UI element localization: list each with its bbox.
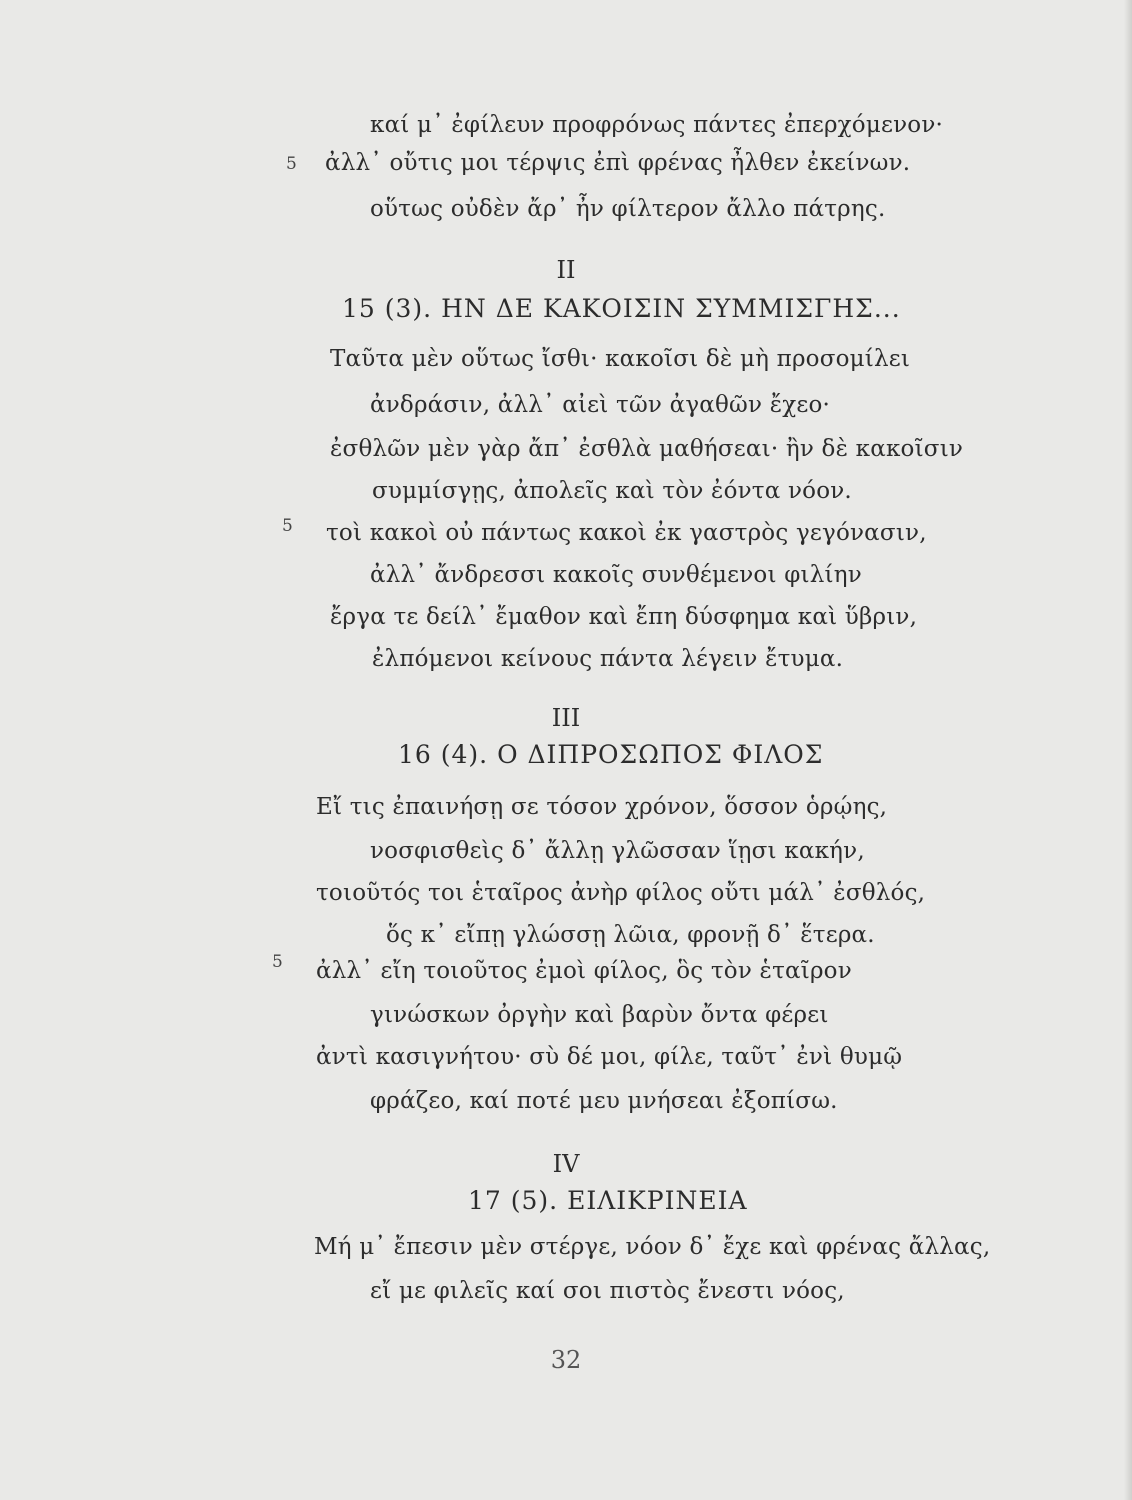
poem-line: ἀνδράσιν, ἀλλ᾽ αἰεὶ τῶν ἀγαθῶν ἔχεο·	[370, 392, 831, 418]
line-number: 5	[282, 516, 293, 536]
poem-line: καί μ᾽ ἐφίλευν προφρόνως πάντες ἐπερχόμενον·	[370, 112, 944, 138]
poem-line: ἀντὶ κασιγνήτου· σὺ δέ μοι, φίλε, ταῦτ᾽ ἐνὶ θυμῷ	[316, 1044, 903, 1070]
poem-line: γινώσκων ὀργὴν καὶ βαρὺν ὄντα φέρει	[370, 1002, 829, 1028]
poem-line: οὕτως οὐδὲν ἄρ᾽ ἦν φίλτερον ἄλλο πάτρης.	[370, 196, 886, 222]
poem-line: ἐσθλῶν μὲν γὰρ ἄπ᾽ ἐσθλὰ μαθήσεαι· ἢν δὲ κακοῖσιν	[330, 436, 964, 462]
poem-line: τοὶ κακοὶ οὐ πάντως κακοὶ ἐκ γαστρὸς γεγόνασιν,	[326, 520, 927, 546]
poem-line: φράζεο, καί ποτέ μευ μνήσεαι ἐξοπίσω.	[370, 1088, 838, 1114]
poem-line: συμμίσγῃς, ἀπολεῖς καὶ τὸν ἐόντα νόον.	[372, 478, 852, 504]
poem-heading: 16 (4). Ο ΔΙΠΡΟΣΩΠΟΣ ΦΙΛΟΣ	[398, 740, 824, 769]
poem-line: ἔργα τε δείλ᾽ ἔμαθον καὶ ἔπη δύσφημα καὶ ὕβριν,	[330, 604, 918, 630]
poem-line: ἀλλ᾽ ἄνδρεσσι κακοῖς συνθέμενοι φιλίην	[370, 562, 862, 588]
poem-line: ἐλπόμενοι κείνους πάντα λέγειν ἔτυμα.	[372, 646, 844, 672]
poem-line: ἀλλ᾽ οὔτις μοι τέρψις ἐπὶ φρένας ἦλθεν ἐκείνων.	[325, 150, 911, 176]
section-numeral: III	[551, 704, 581, 732]
poem-line: ὅς κ᾽ εἴπῃ γλώσσῃ λῶια, φρονῇ δ᾽ ἕτερα.	[386, 922, 875, 948]
line-number: 5	[286, 154, 297, 174]
page-number: 32	[550, 1346, 582, 1374]
section-numeral: II	[556, 256, 576, 284]
page-edge	[1124, 0, 1132, 1500]
poem-line: ἀλλ᾽ εἴη τοιοῦτος ἐμοὶ φίλος, ὃς τὸν ἑταῖρον	[316, 958, 852, 984]
poem-line: νοσφισθεὶς δ᾽ ἄλλῃ γλῶσσαν ἵῃσι κακήν,	[370, 838, 865, 864]
poem-line: Μή μ᾽ ἔπεσιν μὲν στέργε, νόον δ᾽ ἔχε καὶ φρένας ἄλλας,	[314, 1234, 991, 1260]
poem-line: εἴ με φιλεῖς καί σοι πιστὸς ἔνεστι νόος,	[370, 1278, 845, 1304]
poem-heading: 15 (3). ΗΝ ΔΕ ΚΑΚΟΙΣΙΝ ΣΥΜΜΙΣΓΗΣ...	[342, 294, 901, 323]
poem-line: τοιοῦτός τοι ἑταῖρος ἀνὴρ φίλος οὔτι μάλ᾽ ἐσθλός,	[316, 880, 926, 906]
poem-line: Ταῦτα μὲν οὕτως ἴσθι· κακοῖσι δὲ μὴ προσομίλει	[330, 346, 911, 372]
poem-heading: 17 (5). ΕΙΛΙΚΡΙΝΕΙΑ	[468, 1186, 748, 1215]
section-numeral: IV	[552, 1150, 580, 1178]
poem-line: Εἴ τις ἐπαινήσῃ σε τόσον χρόνον, ὅσσον ὁρῴης,	[316, 794, 888, 820]
line-number: 5	[272, 952, 283, 972]
